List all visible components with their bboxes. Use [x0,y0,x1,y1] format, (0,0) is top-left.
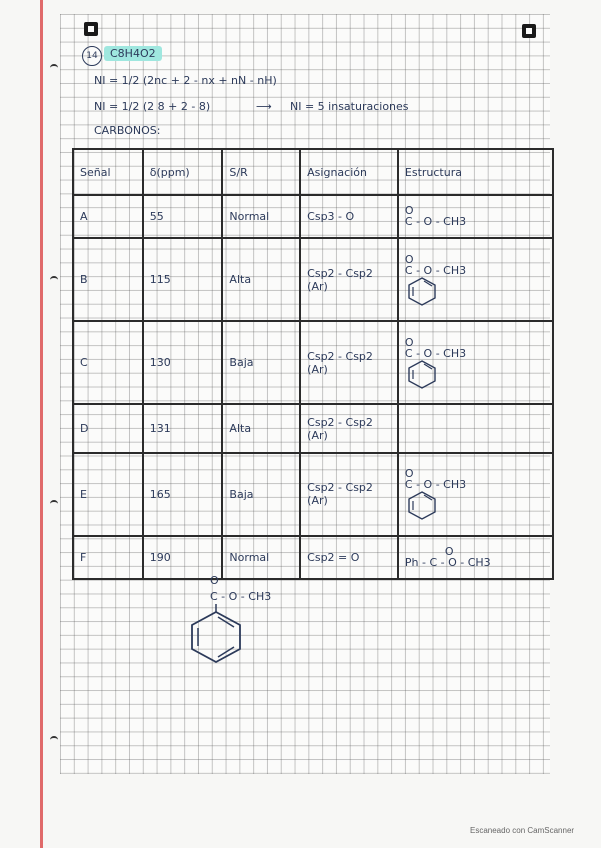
assignment-main: Csp2 = O [307,550,360,564]
benzene-ring-icon [405,359,439,389]
assignment-main: Csp2 - Csp2 [307,349,373,363]
ppm-cell: 55 [143,195,223,238]
assignment-main: Csp2 - Csp2 [307,266,373,280]
signal-cell: A [73,195,143,238]
sr-cell: Normal [222,536,300,579]
structure-cell [398,453,553,536]
structure-cell [398,536,553,579]
table-row [73,195,553,238]
carbonyl-oxygen: O [404,204,414,218]
corner-marker-top-left [84,22,98,36]
assignment-cell [300,453,398,536]
header-structure: Estructura [398,149,553,195]
benzene-ring-icon [405,276,439,306]
assignment-main: Csp2 - Csp2 [307,481,373,495]
assignment-aromatic: (Ar) [307,279,328,293]
table-row [73,453,553,536]
signal-cell: F [73,536,143,579]
signal-cell: B [73,238,143,321]
signal-cell: D [73,404,143,452]
assignment-cell [300,238,398,321]
assignment-aromatic: (Ar) [307,362,328,376]
ppm-cell: 165 [143,453,223,536]
sr-cell: Alta [222,238,300,321]
arrow: ⟶ [256,100,272,113]
sr-cell: Alta [222,404,300,452]
final-benzene-ring-icon [188,604,252,664]
molecular-formula: C8H4O2 [104,46,162,61]
structure-cell [398,404,553,452]
signal-cell: C [73,321,143,404]
binder-hole [50,736,58,744]
assignment-cell [300,404,398,452]
carbonyl-oxygen: O [404,467,414,481]
margin-line [40,0,43,848]
structure-chain: Ph - C - O - CH3 [404,556,491,570]
structure-chain: C - O - CH3 [404,263,467,277]
binder-hole [50,64,58,72]
assignment-aromatic: (Ar) [307,428,328,442]
assignment-cell [300,321,398,404]
structure-chain: C - O - CH3 [404,478,467,492]
assignment-aromatic: (Ar) [307,494,328,508]
table-row [73,536,553,579]
nmr-table [72,148,554,580]
structure-cell [398,195,553,238]
final-chain: C - O - CH3 [210,590,272,603]
corner-marker-top-right [522,24,536,38]
assignment-cell [300,195,398,238]
signal-cell: E [73,453,143,536]
section-heading: CARBONOS: [94,124,161,137]
assignment-main: Csp2 - Csp2 [307,415,373,429]
assignment-main: Csp3 - O [307,209,355,223]
table-header-row [73,149,553,195]
ni-result: NI = 5 insaturaciones [290,100,409,113]
header-ppm: δ(ppm) [143,149,223,195]
carbonyl-oxygen: O [404,335,414,349]
scanner-watermark: Escaneado con CamScanner [470,826,575,835]
question-number: 14 [82,46,102,66]
final-carbonyl-oxygen: O [210,574,219,587]
carbonyl-oxygen: O [404,252,414,266]
carbonyl-oxygen: O [444,545,454,559]
structure-chain: C - O - CH3 [404,215,467,229]
binder-hole [50,500,58,508]
structure-cell [398,321,553,404]
ppm-cell: 190 [143,536,223,579]
ppm-cell: 115 [143,238,223,321]
ni-formula: NI = 1/2 (2nc + 2 - nx + nN - nH) [94,74,277,87]
ppm-cell: 131 [143,404,223,452]
table-row [73,321,553,404]
header-assignment: Asignación [300,149,398,195]
table-row [73,404,553,452]
table-row [73,238,553,321]
ni-calculation: NI = 1/2 (2 8 + 2 - 8) [94,100,211,113]
header-signal: Señal [73,149,143,195]
ppm-cell: 130 [143,321,223,404]
sr-cell: Baja [222,321,300,404]
header-sr: S/R [222,149,300,195]
sr-cell: Baja [222,453,300,536]
structure-cell [398,238,553,321]
benzene-ring-icon [405,490,439,520]
assignment-cell [300,536,398,579]
sr-cell: Normal [222,195,300,238]
binder-hole [50,276,58,284]
structure-chain: C - O - CH3 [404,346,467,360]
